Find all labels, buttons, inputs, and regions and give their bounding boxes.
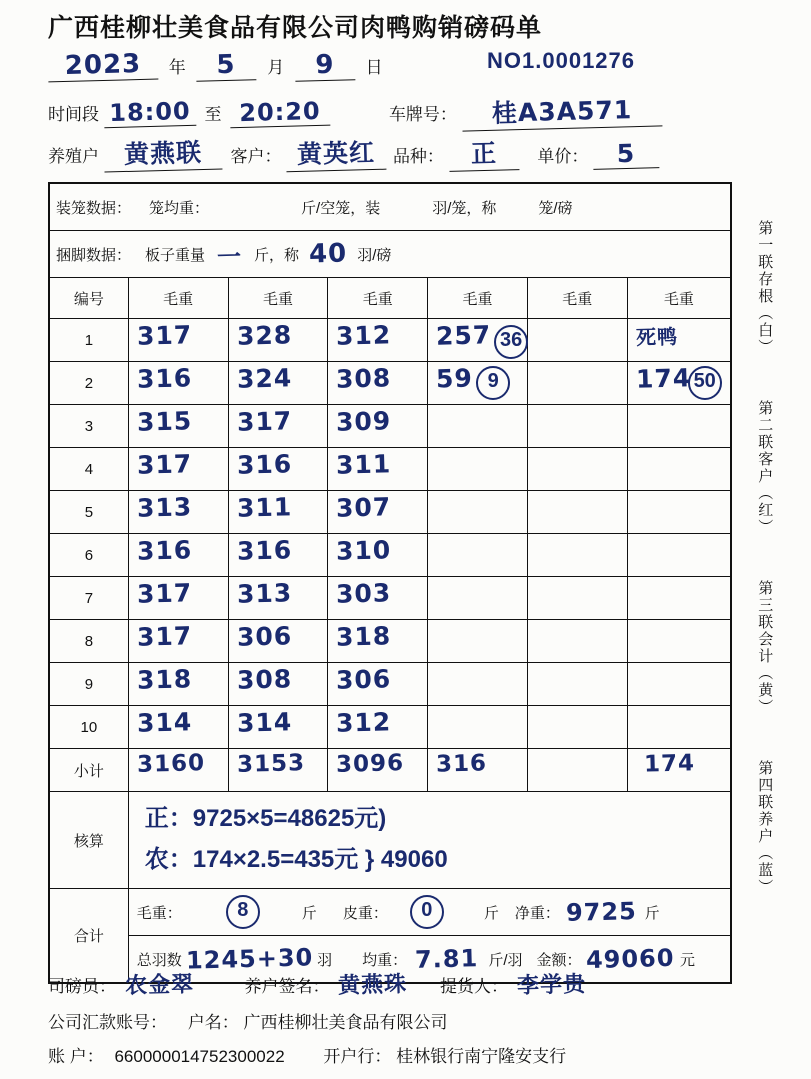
signature-line [48,968,748,999]
weigher-value[interactable]: 农金翠 [124,972,195,999]
remit-label: 公司汇款账号： [48,1013,167,1032]
account-label: 账 户： [48,1047,104,1066]
table-row [49,405,731,448]
row-no: 3 [84,417,94,435]
row-no: 5 [84,503,94,521]
breed-label: 品种： [392,147,444,166]
cell-value[interactable]: 310 [335,535,392,566]
cell-value[interactable]: 318 [136,664,193,695]
cell-value[interactable]: 59 [435,363,474,394]
cell-value[interactable]: 311 [335,449,392,480]
cell-value[interactable]: 316 [136,363,193,394]
month-value[interactable]: 5 [196,49,257,82]
time-to-value[interactable]: 20:20 [230,97,331,129]
breed-value[interactable]: 正 [448,133,519,172]
cell-value[interactable]: 308 [335,363,392,394]
cell-value[interactable]: 324 [236,363,293,394]
bundle-data-row [49,231,731,278]
account-name-value: 广西桂柳壮美食品有限公司 [243,1013,448,1032]
farmer-sign-value[interactable]: 黄燕珠 [337,972,408,999]
gross-value[interactable]: 8 [226,895,260,929]
tare-unit: 斤 [483,904,499,922]
subtotal-value[interactable]: 3153 [236,750,305,778]
farmer-sign-label: 养户签名： [244,977,330,996]
deliverer-value[interactable]: 李学贵 [516,972,587,999]
subtotal-value[interactable]: 3096 [336,750,405,778]
cell-value[interactable]: 312 [335,707,392,738]
net-value[interactable]: 9725 [565,897,638,927]
cell-value[interactable]: 306 [335,664,392,695]
gross-label: 毛重： [136,904,182,922]
cell-value[interactable]: 312 [335,320,392,351]
copy-strip [742,210,786,970]
col-header-gross-2: 毛重 [228,278,328,319]
bundle-label: 捆脚数据： [56,246,132,264]
time-from-value[interactable]: 18:00 [103,97,196,128]
table-row [49,534,731,577]
cell-value[interactable]: 317 [136,621,193,652]
table-header-row [49,278,731,319]
cell-value[interactable]: 314 [236,707,293,738]
price-label: 单价： [537,147,589,166]
accounting-row [49,792,731,889]
cell-value-circled[interactable]: 36 [494,325,528,359]
table-row [49,706,731,749]
bank-value: 桂林银行南宁隆安支行 [396,1047,567,1066]
bundle-count-value[interactable]: 40 [308,238,348,270]
row-no: 2 [84,374,94,392]
cell-value[interactable]: 317 [136,320,193,351]
bank-label: 开户行： [323,1047,392,1066]
footer [48,968,748,1076]
amount-value[interactable]: 49060 [585,943,675,975]
farmer-label: 养殖户 [48,147,99,166]
cell-value[interactable]: 307 [335,492,392,523]
cell-value[interactable]: 316 [136,535,193,566]
total-row [49,889,731,936]
cell-value[interactable]: 257 [435,320,492,351]
row-no: 8 [84,632,94,650]
cage-unit-1: 斤/空笼，装 [301,199,381,217]
subtotal-row [49,749,731,792]
weighing-table [48,182,732,984]
net-label: 净重： [514,904,560,922]
month-label: 月 [267,58,285,77]
plate-label: 车牌号： [388,105,457,124]
col-header-gross-3: 毛重 [328,278,428,319]
cage-unit-3: 笼/磅 [538,199,573,217]
table-row [49,319,731,362]
time-line [48,92,662,129]
col-header-gross-1: 毛重 [128,278,228,319]
avg-unit: 斤/羽 [488,951,523,969]
table-row [49,663,731,706]
subtotal-label: 小计 [73,762,104,780]
row-no: 6 [84,546,94,564]
customer-label: 客户： [230,147,282,166]
table-row [49,577,731,620]
total-label: 合计 [73,928,104,945]
year-value[interactable]: 2023 [48,49,159,83]
count-unit: 羽 [317,951,333,969]
cell-value-circled[interactable]: 9 [476,366,510,400]
bundle-unit-1: 斤，称 [254,246,300,264]
deliverer-label: 提货人： [439,977,508,996]
cell-value[interactable]: 328 [236,320,293,351]
table-row [49,620,731,663]
farmer-value[interactable]: 黄燕联 [103,132,222,172]
plate-value[interactable]: 桂A3A571 [461,89,662,131]
date-line [48,50,478,84]
cell-value[interactable]: 317 [236,406,293,437]
amount-label: 金额： [536,951,582,969]
col-header-no: 编号 [49,278,128,319]
cell-value[interactable]: 313 [236,578,293,609]
copy-label-4: 第四联养户（蓝） [756,760,774,896]
row-no: 10 [80,718,98,736]
table-row [49,448,731,491]
net-unit: 斤 [644,904,660,922]
count-value[interactable]: 1245+30 [185,943,314,975]
accounting-line-1[interactable]: 正：9725×5=48625元) [144,805,387,832]
day-label: 日 [365,58,383,77]
tare-value[interactable]: 0 [410,895,444,929]
subtotal-value[interactable]: 316 [435,750,488,778]
copy-label-3: 第三联会计（黄） [756,580,774,716]
cell-value[interactable]: 309 [335,406,392,437]
page-title: 广西桂柳壮美食品有限公司肉鸭购销磅码单 [48,14,543,42]
col-header-gross-5: 毛重 [527,278,627,319]
time-label: 时间段 [48,105,99,124]
row-no: 1 [84,331,94,349]
time-to-label: 至 [204,105,222,124]
cell-value[interactable]: 316 [236,535,293,566]
account-value: 660000014752300022 [114,1047,285,1066]
account-name-label: 户名： [187,1013,239,1032]
serial-value: 0001276 [542,48,636,73]
avg-label: 均重： [362,951,408,969]
amount-unit: 元 [680,951,696,969]
cell-value[interactable]: 317 [136,449,193,480]
subtotal-value[interactable]: 174 [643,750,696,778]
cell-value[interactable]: 311 [236,492,293,523]
cell-value[interactable]: 306 [236,621,293,652]
day-value[interactable]: 9 [295,49,356,82]
cell-value[interactable]: 313 [136,492,193,523]
board-weight-value[interactable]: 一 [216,242,243,271]
table-row [49,362,731,405]
cell-value[interactable]: 303 [335,578,392,609]
col-header-gross-6: 毛重 [627,278,731,319]
account-line [48,1042,748,1067]
table-row [49,491,731,534]
cage-avg-label: 笼均重： [149,199,210,217]
col-header-gross-4: 毛重 [428,278,528,319]
accounting-label: 核算 [73,832,104,850]
copy-label-2: 第二联客户（红） [756,400,774,536]
avg-value[interactable]: 7.81 [414,944,479,974]
serial-number [487,48,635,74]
bundle-unit-2: 羽/磅 [357,246,392,264]
row-no: 9 [84,675,94,693]
cell-value[interactable]: 314 [136,707,193,738]
subtotal-value[interactable]: 3160 [136,750,206,778]
cage-unit-2: 羽/笼，称 [432,199,497,217]
customer-value[interactable]: 黄英红 [286,133,387,173]
cell-value[interactable]: 317 [136,578,193,609]
price-value[interactable]: 5 [593,138,660,170]
cell-value-circled[interactable]: 50 [688,366,722,400]
weigher-label: 司磅员： [48,977,116,996]
cell-value[interactable]: 318 [335,621,392,652]
cell-value[interactable]: 315 [136,406,193,437]
tare-label: 皮重： [342,904,388,922]
cell-value[interactable]: 316 [236,449,293,480]
row-no: 4 [84,460,94,478]
year-label: 年 [168,58,186,77]
remit-line [48,1008,748,1033]
copy-label-1: 第一联存根（白） [756,220,774,356]
row-no: 7 [84,589,94,607]
cell-value[interactable]: 174 [635,363,692,394]
accounting-line-2[interactable]: 农：174×2.5=435元 } 49060 [144,846,448,873]
board-weight-label: 板子重量 [145,246,206,264]
farmer-line [48,134,659,171]
cage-data-row [49,183,731,231]
gross-unit: 斤 [301,904,317,922]
count-label: 总羽数 [136,951,182,969]
cage-label: 装笼数据： [56,199,132,217]
cell-value[interactable]: 308 [236,664,293,695]
cell-value[interactable]: 死鸭 [635,324,679,350]
serial-prefix: NO1. [487,48,543,73]
